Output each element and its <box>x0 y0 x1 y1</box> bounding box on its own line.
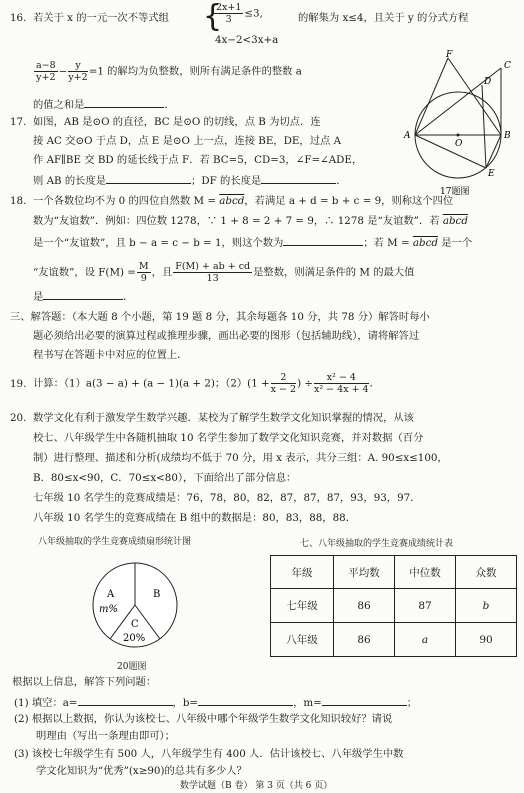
answer-blank[interactable] <box>84 97 164 108</box>
question-number: 16. <box>10 12 27 24</box>
pie-value-a: m% <box>99 604 118 615</box>
system-bottom: 4x−2<3x+a <box>215 34 279 46</box>
answer-blank[interactable] <box>78 695 173 706</box>
question-number: 20. <box>10 412 27 424</box>
figure-17-caption: 17题图 <box>440 187 470 197</box>
question-number: 19. <box>10 378 27 390</box>
table-row: 八年级 86 a 90 <box>271 623 517 657</box>
pie-value-c: 20% <box>123 633 146 644</box>
question-number: 17. <box>10 116 27 128</box>
pie-label-a: A <box>107 589 115 600</box>
pie-label-b: B <box>153 589 161 600</box>
segment-af <box>415 58 448 135</box>
pie-chart <box>85 555 185 655</box>
question-number: 18. <box>10 195 27 207</box>
stats-table <box>270 555 517 657</box>
q16-answer-line: 的值之和是 ． <box>33 99 175 111</box>
answer-blank[interactable] <box>261 173 336 184</box>
table-row: 七年级 86 87 b <box>271 589 517 623</box>
svg-text:A: A <box>404 131 411 141</box>
answer-blank[interactable] <box>322 695 407 706</box>
answer-blank[interactable] <box>43 289 123 300</box>
answer-blank[interactable] <box>106 173 191 184</box>
answer-blank[interactable] <box>198 695 293 706</box>
system-brace: { <box>203 0 223 34</box>
pie-caption: 八年级抽取的学生竞赛成绩扇形统计图 <box>38 537 192 547</box>
figure-20-caption: 20题图 <box>117 662 147 672</box>
answer-blank[interactable] <box>283 235 363 246</box>
q16-line1-pre: 若关于 x 的一元一次不等式组 <box>33 12 169 24</box>
svg-text:F: F <box>446 50 453 60</box>
page-footer: 数学试题（B 卷） 第 3 页（共 6 页） <box>180 781 333 791</box>
table-caption: 七、八年级抽取的学生竞赛成绩统计表 <box>300 539 454 549</box>
table-header-row: 年级 平均数 中位数 众数 <box>271 556 517 589</box>
segment-de <box>482 85 486 168</box>
segment-bf <box>448 58 501 135</box>
svg-text:D: D <box>484 77 492 87</box>
svg-text:B: B <box>504 131 511 141</box>
figure-17 <box>400 48 522 198</box>
q16-equation: $\frac{a-8}{y+2}$ − $\frac{y}{y+2}$ =1 的解均为负整数，则所有满足条件的整数 a <box>36 60 302 83</box>
svg-text:E: E <box>488 169 495 179</box>
svg-text:C: C <box>504 61 511 71</box>
svg-text:O: O <box>455 139 463 149</box>
system-top: $\frac{2x+1}{3}$ ≤3, <box>216 2 263 25</box>
pie-label-c: C <box>131 619 139 630</box>
q16-line1-post: 的解集为 x≤4，且关于 y 的分式方程 <box>298 12 469 24</box>
segment-be <box>486 135 501 168</box>
